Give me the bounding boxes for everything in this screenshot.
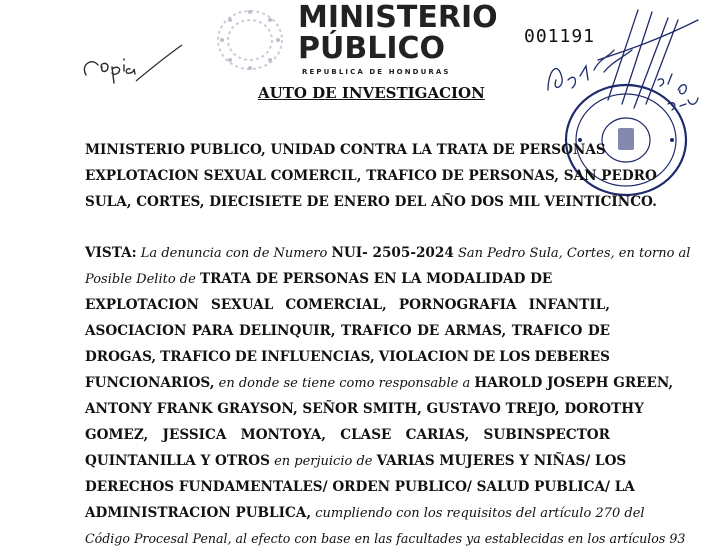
- word: COMERCIAL,: [285, 297, 387, 313]
- vista-bold: TRATA DE PERSONAS EN LA MODALIDAD DE: [199, 271, 553, 287]
- institution-country: REPUBLICA DE HONDURAS: [302, 68, 451, 76]
- word: INFANTIL,: [528, 297, 610, 313]
- word: DE: [417, 323, 440, 339]
- vista-text: Posible Delito de: [85, 272, 200, 287]
- vista-text: en perjuicio de: [269, 454, 377, 469]
- vista-line-7: ANTONY FRANK GRAYSON, SEÑOR SMITH, GUSTAVO TREJO, DOROTHY: [85, 401, 644, 417]
- vista-bold: FUNCIONARIOS,: [85, 375, 215, 391]
- vista-bold: ADMINISTRACION PUBLICA,: [85, 505, 312, 521]
- word: DE: [473, 349, 496, 365]
- document-number: 001191: [524, 26, 596, 47]
- vista-label: VISTA:: [85, 245, 137, 261]
- word: CLASE: [340, 427, 392, 443]
- word: CARIAS,: [405, 427, 470, 443]
- vista-line-11: [85, 503, 645, 524]
- word: VIOLACION: [378, 349, 470, 365]
- vista-line-1: [85, 243, 690, 264]
- vista-line-12: Código Procesal Penal, al efecto con base en las facultades ya establecidas en los artículos 93: [85, 531, 686, 546]
- word: GOMEZ,: [85, 427, 149, 443]
- word: SEXUAL: [211, 297, 274, 313]
- word: TRAFICO: [160, 349, 231, 365]
- vista-text: San Pedro Sula, Cortes, en torno al: [453, 246, 691, 261]
- word: TRAFICO: [341, 323, 412, 339]
- word: JESSICA: [162, 427, 227, 443]
- word: SUBINSPECTOR: [483, 427, 610, 443]
- vista-bold: QUINTANILLA Y OTROS: [85, 453, 270, 469]
- vista-line-8: [85, 425, 610, 445]
- word: PARA: [191, 323, 234, 339]
- vista-line-9: [85, 451, 626, 472]
- vista-text: cumpliendo con los requisitos del artículo 270 del: [311, 506, 645, 521]
- nui-number: NUI- 2505-2024: [331, 245, 454, 261]
- ministerio-emblem-icon: [210, 6, 290, 74]
- document-title: AUTO DE INVESTIGACION: [258, 84, 485, 102]
- vista-line-4: [85, 321, 610, 341]
- vista-text: en donde se tiene como responsable a: [214, 376, 475, 391]
- word: DROGAS,: [85, 349, 157, 365]
- vista-line-3: [85, 295, 610, 315]
- word: TRAFICO: [511, 323, 583, 339]
- word: MONTOYA,: [240, 427, 327, 443]
- vista-line-6: [85, 373, 673, 394]
- vista-line-2: [85, 269, 552, 290]
- word: DE: [234, 349, 257, 365]
- vista-text: La denuncia con de Numero: [136, 246, 332, 261]
- word: EXPLOTACION: [85, 297, 199, 313]
- word: DEBERES: [534, 349, 610, 365]
- word: INFLUENCIAS,: [261, 349, 375, 365]
- word: DELINQUIR,: [238, 323, 336, 339]
- institution-name-line2: PÚBLICO: [298, 31, 446, 66]
- intro-line-2: EXPLOTACION SEXUAL COMERCIL, TRAFICO DE PERSONAS, SAN PEDRO: [85, 168, 657, 184]
- word: LOS: [499, 349, 531, 365]
- vista-line-10: DERECHOS FUNDAMENTALES/ ORDEN PUBLICO/ SALUD PUBLICA/ LA: [85, 479, 635, 495]
- word: ASOCIACION: [85, 323, 187, 339]
- word: ARMAS,: [444, 323, 507, 339]
- institution-name-line1: MINISTERIO: [298, 0, 498, 35]
- intro-line-3: SULA, CORTES, DIECISIETE DE ENERO DEL AÑO DOS MIL VEINTICINCO.: [85, 194, 657, 210]
- vista-bold: HAROLD JOSEPH GREEN,: [474, 375, 674, 391]
- word: DE: [587, 323, 610, 339]
- vista-line-5: [85, 347, 610, 367]
- vista-bold: VARIAS MUJERES Y NIÑAS/ LOS: [376, 453, 627, 469]
- intro-line-1: MINISTERIO PUBLICO, UNIDAD CONTRA LA TRATA DE PERSONAS: [85, 142, 606, 158]
- copy-handwritten-mark: [78, 35, 188, 95]
- word: PORNOGRAFIA: [398, 297, 517, 313]
